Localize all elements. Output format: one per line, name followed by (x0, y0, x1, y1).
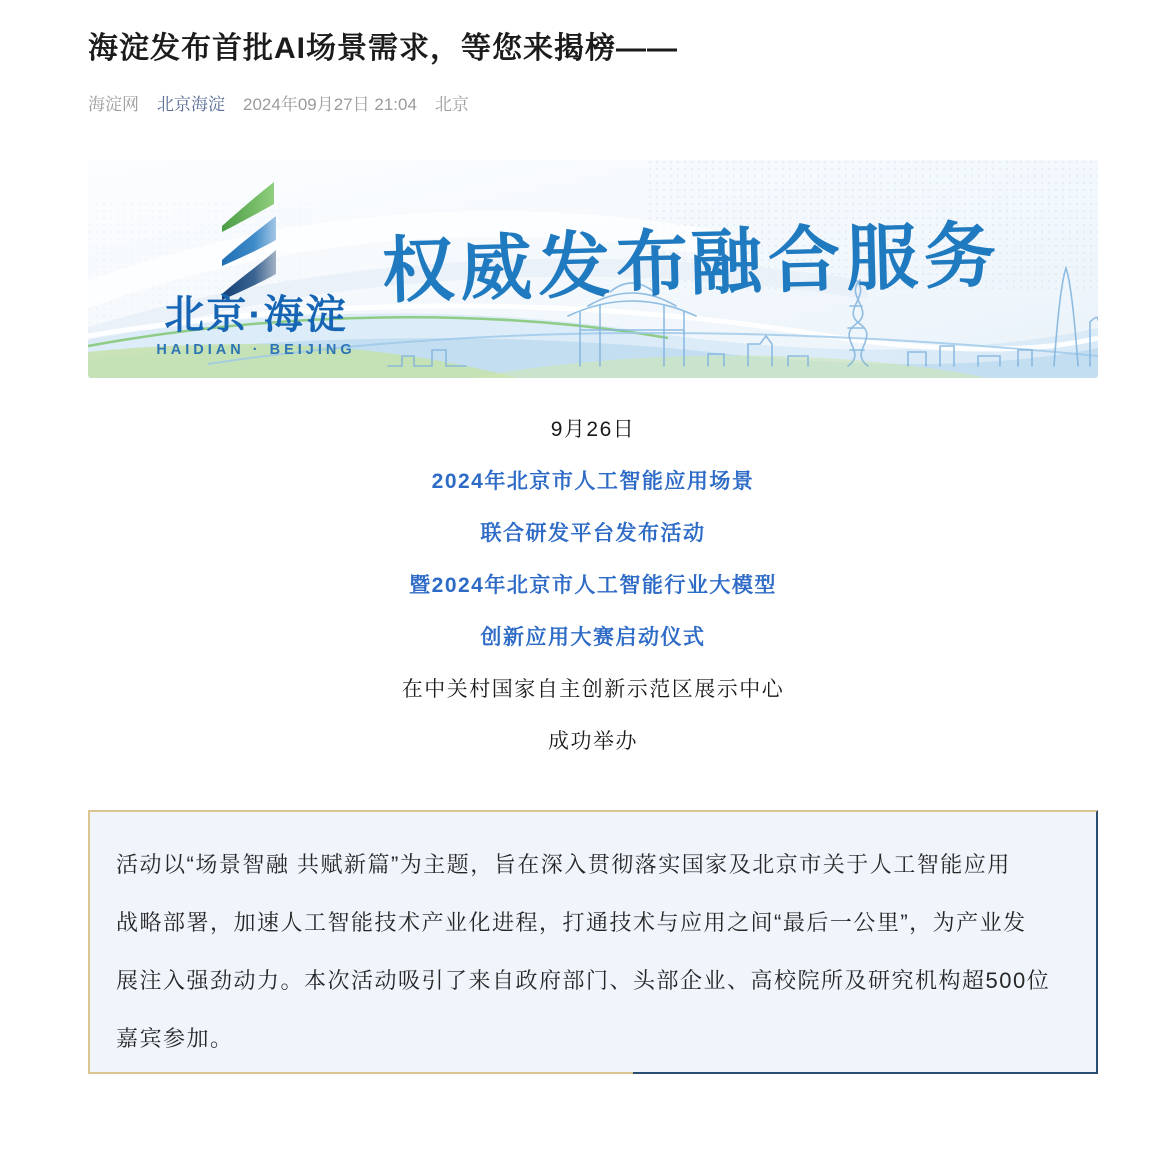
intro-line-venue: 在中关村国家自主创新示范区展示中心 (401, 678, 785, 701)
banner-image (88, 160, 1098, 378)
intro-line-event-3: 暨2024年北京市人工智能行业大模型 (409, 574, 777, 597)
intro-line-event-4: 创新应用大赛启动仪式 (480, 626, 706, 649)
highlight-line: 展注入强劲动力。本次活动吸引了来自政府部门、头部企业、高校院所及研究机构超500位 (116, 968, 1051, 993)
byline (88, 93, 1098, 117)
intro-section (88, 404, 1098, 768)
intro-line-result: 成功举办 (548, 730, 638, 753)
logo-text-cn: 北京·海淀 (164, 293, 348, 337)
byline-location: 北京 (434, 95, 469, 114)
article-title: 海淀发布首批AI场景需求，等您来揭榜—— (88, 32, 678, 65)
highlight-line: 活动以“场景智融 共赋新篇”为主题，旨在深入贯彻落实国家及北京市关于人工智能应用 (116, 852, 1011, 877)
logo-text-en: HAIDIAN · BEIJING (156, 342, 356, 358)
highlight-line: 战略部署，加速人工智能技术产业化进程，打通技术与应用之间“最后一公里”，为产业发 (116, 910, 1027, 935)
article-page (88, 28, 1098, 1074)
byline-source: 海淀网 (88, 95, 139, 114)
banner-slogan (381, 216, 1003, 312)
byline-account-link[interactable]: 北京海淀 (157, 95, 225, 114)
slogan-part-2: 融合服务 (689, 215, 1004, 304)
highlight-box (88, 810, 1098, 1074)
intro-line-event-2: 联合研发平台发布活动 (480, 522, 706, 545)
slogan-part-1: 权威发布 (381, 223, 696, 312)
intro-line-date: 9月26日 (550, 418, 636, 441)
intro-line-event-1: 2024年北京市人工智能应用场景 (431, 470, 755, 493)
highlight-line: 嘉宾参加。 (116, 1026, 234, 1051)
byline-datetime: 2024年09月27日 21:04 (243, 95, 417, 114)
